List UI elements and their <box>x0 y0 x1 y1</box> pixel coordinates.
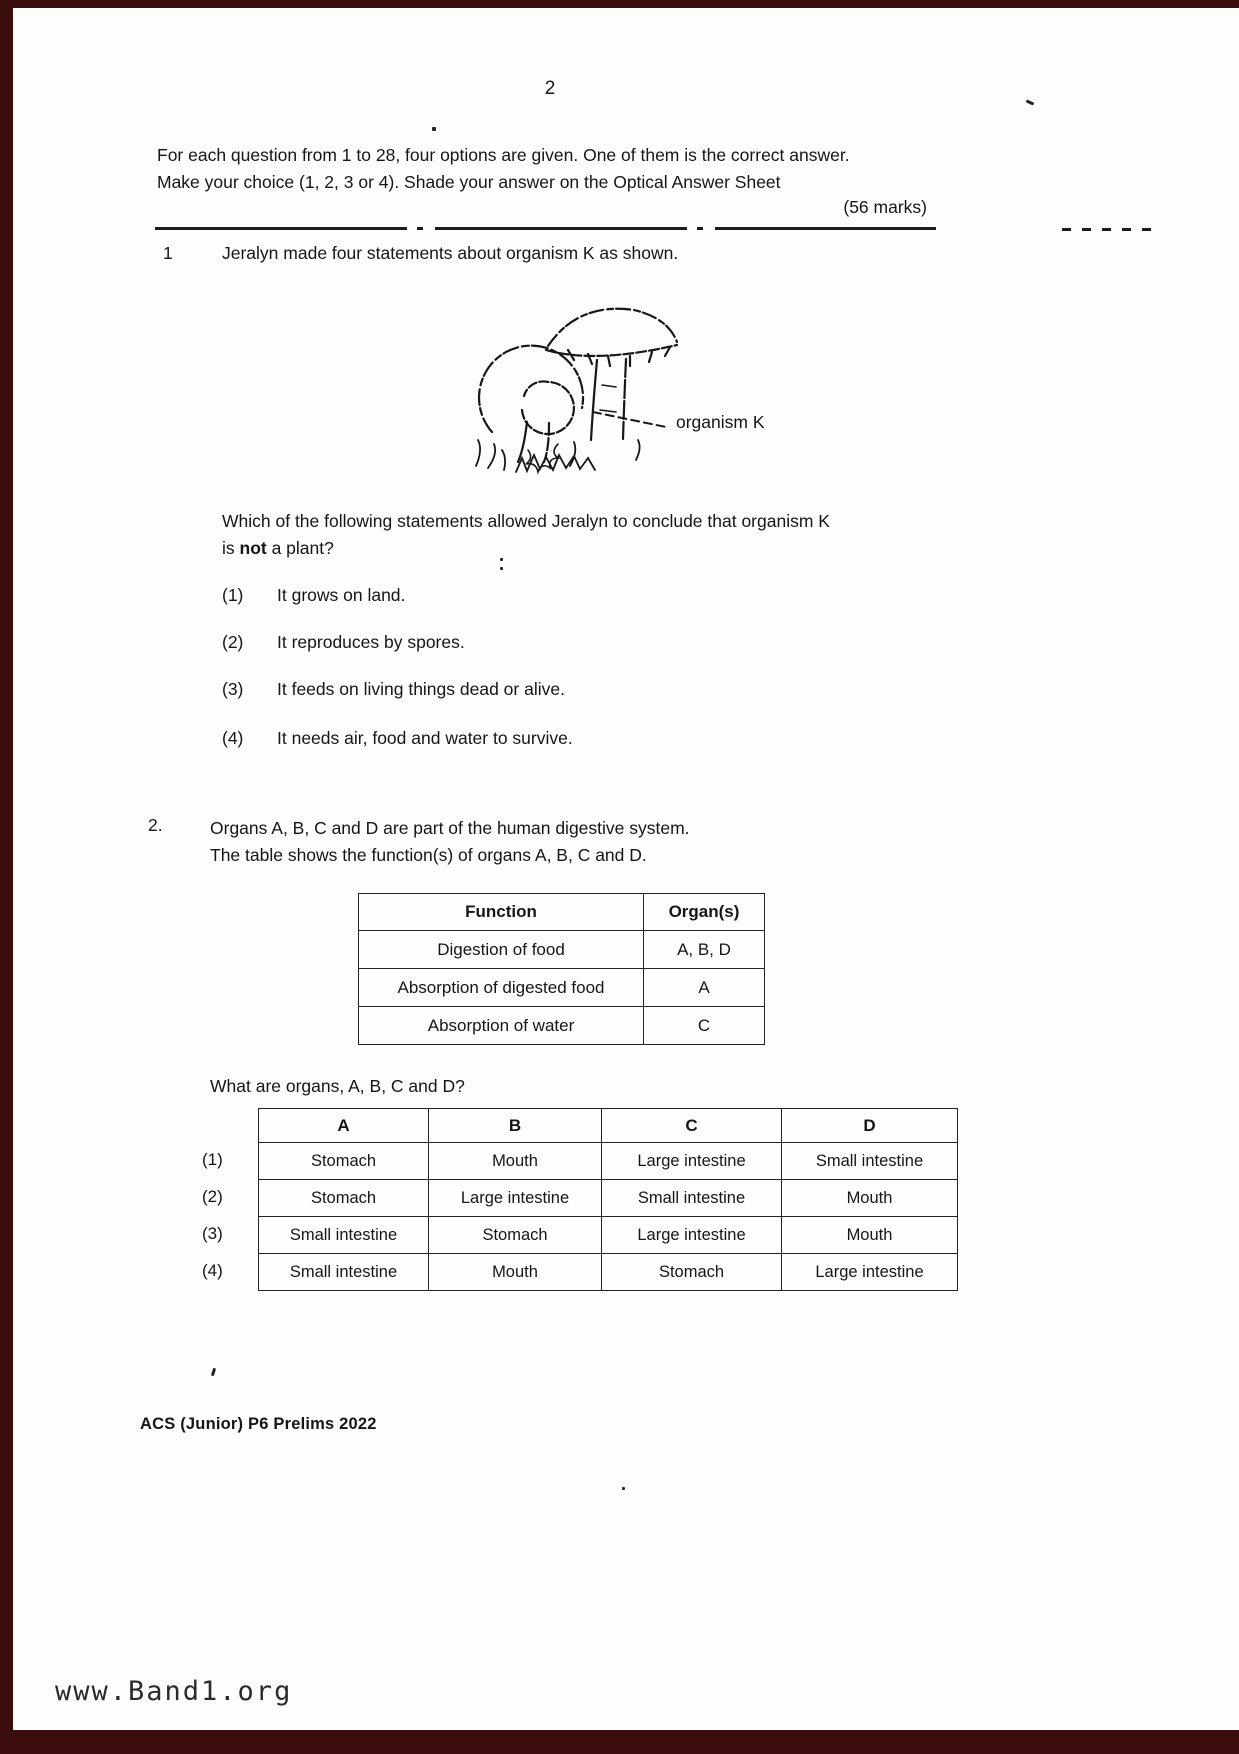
section-divider-dashes <box>1062 228 1162 231</box>
scan-artifact <box>622 1487 625 1490</box>
function-cell: Absorption of digested food <box>359 969 644 1007</box>
q1-option-2 <box>222 632 922 653</box>
answer-cell: Small intestine <box>259 1254 429 1291</box>
table-row <box>259 1217 958 1254</box>
answer-cell: Stomach <box>602 1254 782 1291</box>
organism-k-figure <box>430 290 920 490</box>
answer-header-a: A <box>259 1109 429 1143</box>
table-row <box>259 1180 958 1217</box>
marks-label: (56 marks) <box>843 197 927 217</box>
scan-artifact <box>432 127 436 131</box>
scan-edge-left <box>0 0 13 1754</box>
instructions-line2: Make your choice (1, 2, 3 or 4). Shade your answer on the Optical Answer Sheet <box>157 172 781 192</box>
question-1-text-line2 <box>222 535 922 562</box>
question-1-text-line1: Which of the following statements allowed Jeralyn to conclude that organism K <box>222 511 830 531</box>
answer-cell: Large intestine <box>602 1217 782 1254</box>
question-2-text: What are organs, A, B, C and D? <box>210 1076 465 1096</box>
answer-cell: Small intestine <box>259 1217 429 1254</box>
instructions-line1: For each question from 1 to 28, four options are given. One of them is the correct answer. <box>157 145 850 165</box>
answer-header-b: B <box>429 1109 602 1143</box>
question-2-stem-line2: The table shows the function(s) of organs A, B, C and D. <box>210 844 647 865</box>
page-number: 2 <box>544 78 556 99</box>
answer-cell: Stomach <box>259 1180 429 1217</box>
section-divider-line <box>155 227 936 230</box>
answer-cell: Mouth <box>429 1254 602 1291</box>
question-1-text <box>222 508 922 562</box>
function-table-header-function: Function <box>359 894 644 931</box>
organs-cell: A <box>644 969 765 1007</box>
table-row <box>259 1143 958 1180</box>
function-cell: Digestion of food <box>359 931 644 969</box>
table-row <box>359 931 765 969</box>
answer-cell: Large intestine <box>429 1180 602 1217</box>
q1-option-1-text: It grows on land. <box>277 585 406 605</box>
q1-line2-pre: is <box>222 538 240 558</box>
scan-artifact <box>211 1368 216 1377</box>
answer-header-d: D <box>782 1109 958 1143</box>
q1-option-3-number: (3) <box>222 679 244 699</box>
q1-line2-not: not <box>239 538 267 558</box>
organs-cell: C <box>644 1007 765 1045</box>
table-row <box>359 969 765 1007</box>
question-1-number: 1 <box>163 243 173 263</box>
function-table <box>358 893 765 1045</box>
q1-option-3 <box>222 679 922 700</box>
function-table-header-row <box>359 894 765 931</box>
q1-option-4-text: It needs air, food and water to survive. <box>277 728 573 748</box>
page-footer: ACS (Junior) P6 Prelims 2022 <box>140 1415 377 1433</box>
instructions <box>157 142 932 196</box>
watermark-url: www.Band1.org <box>55 1676 293 1707</box>
answer-row-label-2: (2) <box>202 1187 223 1206</box>
scan-artifact <box>500 558 503 561</box>
q1-option-1 <box>222 585 922 606</box>
answer-cell: Small intestine <box>602 1180 782 1217</box>
q1-option-4 <box>222 728 922 749</box>
answer-row-label-1: (1) <box>202 1150 223 1169</box>
answer-header-c: C <box>602 1109 782 1143</box>
function-table-header-organs: Organ(s) <box>644 894 765 931</box>
q1-option-4-number: (4) <box>222 728 244 748</box>
scan-artifact <box>1026 99 1035 105</box>
answer-cell: Small intestine <box>782 1143 958 1180</box>
question-2-stem <box>210 815 950 868</box>
answer-cell: Stomach <box>259 1143 429 1180</box>
q1-line2-post: a plant? <box>266 538 334 558</box>
answer-cell: Stomach <box>429 1217 602 1254</box>
answer-cell: Mouth <box>782 1180 958 1217</box>
q1-option-2-text: It reproduces by spores. <box>277 632 465 652</box>
question-1-stem: Jeralyn made four statements about organism K as shown. <box>222 243 679 263</box>
table-row <box>259 1254 958 1291</box>
mushroom-illustration <box>430 290 920 490</box>
table-row <box>359 1007 765 1045</box>
q1-option-2-number: (2) <box>222 632 244 652</box>
scan-edge-bottom <box>0 1730 1239 1754</box>
answer-cell: Large intestine <box>602 1143 782 1180</box>
answer-options-table <box>258 1108 958 1291</box>
organs-cell: A, B, D <box>644 931 765 969</box>
answer-cell: Mouth <box>782 1217 958 1254</box>
q1-option-3-text: It feeds on living things dead or alive. <box>277 679 565 699</box>
answer-cell: Mouth <box>429 1143 602 1180</box>
q1-option-1-number: (1) <box>222 585 244 605</box>
function-cell: Absorption of water <box>359 1007 644 1045</box>
figure-label-organism-k: organism K <box>676 412 765 432</box>
answer-cell: Large intestine <box>782 1254 958 1291</box>
question-2-stem-line1: Organs A, B, C and D are part of the human digestive system. <box>210 818 690 838</box>
answer-row-label-4: (4) <box>202 1261 223 1280</box>
answer-table-header-row <box>259 1109 958 1143</box>
scan-edge-top <box>0 0 1239 8</box>
question-2-number: 2. <box>148 815 163 835</box>
answer-row-label-3: (3) <box>202 1224 223 1243</box>
